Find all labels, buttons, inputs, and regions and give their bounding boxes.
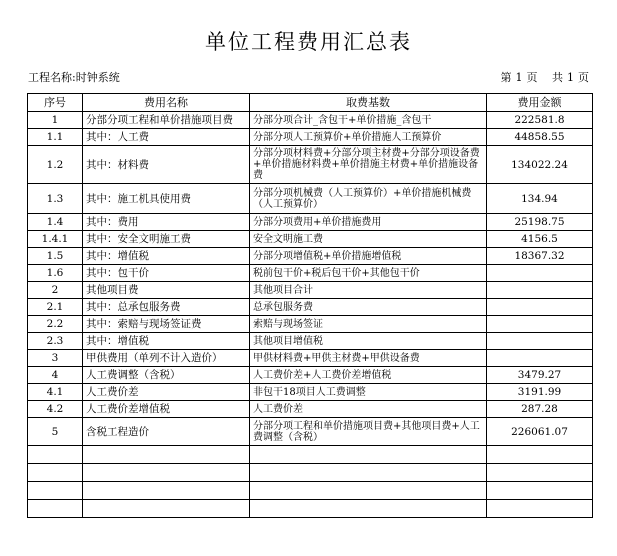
row-fee-name: 其中：总承包服务费: [83, 299, 250, 316]
row-fee-amount: 3479.27: [487, 367, 593, 384]
row-fee-basis: 分部分项材料费+分部分项主材费+分部分项设备费+单价措施材料费+单价措施主材费+单价措施设备费: [250, 146, 487, 184]
row-index: 5: [28, 418, 83, 446]
row-index: 4.2: [28, 401, 83, 418]
table-row: [28, 112, 593, 129]
row-index: [28, 500, 83, 518]
row-fee-amount: [487, 464, 593, 482]
row-fee-basis: 分部分项合计_含包干+单价措施_含包干: [250, 112, 487, 129]
row-fee-amount: 4156.5: [487, 231, 593, 248]
row-index: [28, 446, 83, 464]
row-fee-basis: 分部分项工程和单价措施项目费+其他项目费+人工费调整（含税）: [250, 418, 487, 446]
row-index: 1.3: [28, 184, 83, 214]
row-fee-name: [83, 464, 250, 482]
row-fee-name: 其中：费用: [83, 214, 250, 231]
row-fee-amount: [487, 350, 593, 367]
row-fee-amount: 287.28: [487, 401, 593, 418]
row-fee-amount: [487, 316, 593, 333]
page-label-4: 页: [578, 71, 589, 84]
row-fee-amount: [487, 299, 593, 316]
row-fee-name: 人工费调整（含税）: [83, 367, 250, 384]
header-index: 序号: [28, 94, 83, 112]
row-index: 1.6: [28, 265, 83, 282]
row-fee-amount: 44858.55: [487, 129, 593, 146]
row-fee-name: 人工费价差: [83, 384, 250, 401]
table-row: [28, 500, 593, 518]
row-fee-basis: 非包干18项目人工费调整: [250, 384, 487, 401]
page-label-2: 页: [526, 71, 538, 84]
row-fee-basis: 索赔与现场签证: [250, 316, 487, 333]
row-index: 1.5: [28, 248, 83, 265]
table-row: [28, 299, 593, 316]
row-index: 2.3: [28, 333, 83, 350]
row-fee-basis: 分部分项人工预算价+单价措施人工预算价: [250, 129, 487, 146]
row-index: 1: [28, 112, 83, 129]
row-fee-amount: [487, 446, 593, 464]
row-fee-basis: [250, 500, 487, 518]
table-row: [28, 231, 593, 248]
row-fee-name: 其中：安全文明施工费: [83, 231, 250, 248]
row-fee-amount: [487, 482, 593, 500]
row-fee-name: 其中：增值税: [83, 248, 250, 265]
page-title: 单位工程费用汇总表: [205, 30, 412, 54]
table-row: [28, 418, 593, 446]
page-label-3: 共: [552, 71, 563, 84]
header-fee-amount: 费用金额: [487, 94, 593, 112]
row-fee-basis: [250, 482, 487, 500]
page-info: [497, 69, 590, 85]
table-row: [28, 282, 593, 299]
row-fee-basis: 分部分项费用+单价措施费用: [250, 214, 487, 231]
table-header-row: [28, 94, 593, 112]
table-row: [28, 333, 593, 350]
row-fee-name: 含税工程造价: [83, 418, 250, 446]
row-fee-amount: [487, 333, 593, 350]
row-fee-name: 其中：材料费: [83, 146, 250, 184]
row-fee-basis: 人工费价差+人工费价差增值税: [250, 367, 487, 384]
row-fee-amount: [487, 265, 593, 282]
row-fee-basis: 分部分项机械费（人工预算价）+单价措施机械费（人工预算价）: [250, 184, 487, 214]
row-fee-name: [83, 500, 250, 518]
row-fee-basis: 分部分项增值税+单价措施增值税: [250, 248, 487, 265]
row-fee-amount: 134.94: [487, 184, 593, 214]
row-index: 2.2: [28, 316, 83, 333]
row-index: 3: [28, 350, 83, 367]
row-index: [28, 464, 83, 482]
table-row: [28, 146, 593, 184]
row-fee-basis: [250, 446, 487, 464]
table-row: [28, 214, 593, 231]
row-index: 2.1: [28, 299, 83, 316]
row-fee-name: 甲供费用（单列不计入造价）: [83, 350, 250, 367]
row-fee-amount: [487, 282, 593, 299]
row-fee-name: 人工费价差增值税: [83, 401, 250, 418]
row-index: 2: [28, 282, 83, 299]
row-fee-basis: 税前包干价+税后包干价+其他包干价: [250, 265, 487, 282]
page-number: 1: [515, 71, 523, 84]
table-row: [28, 316, 593, 333]
row-index: 1.2: [28, 146, 83, 184]
header-fee-name: 费用名称: [83, 94, 250, 112]
row-fee-basis: [250, 464, 487, 482]
row-fee-name: 其中：施工机具使用费: [83, 184, 250, 214]
row-fee-amount: 3191.99: [487, 384, 593, 401]
project-name: 工程名称:时钟系统: [28, 71, 120, 84]
row-fee-basis: 其他项目增值税: [250, 333, 487, 350]
table-row: [28, 384, 593, 401]
row-fee-basis: 人工费价差: [250, 401, 487, 418]
row-fee-name: 其他项目费: [83, 282, 250, 299]
row-index: 1.1: [28, 129, 83, 146]
row-fee-name: 其中：人工费: [83, 129, 250, 146]
row-fee-amount: 222581.8: [487, 112, 593, 129]
table-row: [28, 446, 593, 464]
table-row: [28, 248, 593, 265]
page-total: 1: [567, 71, 574, 84]
row-fee-basis: 其他项目合计: [250, 282, 487, 299]
row-fee-name: [83, 482, 250, 500]
row-fee-amount: 18367.32: [487, 248, 593, 265]
page-label-1: 第: [500, 71, 512, 84]
table-row: [28, 367, 593, 384]
row-index: 1.4: [28, 214, 83, 231]
row-index: 4: [28, 367, 83, 384]
row-fee-name: 其中：索赔与现场签证费: [83, 316, 250, 333]
row-fee-amount: 134022.24: [487, 146, 593, 184]
row-fee-basis: 安全文明施工费: [250, 231, 487, 248]
table-row: [28, 129, 593, 146]
row-index: 4.1: [28, 384, 83, 401]
row-fee-amount: [487, 500, 593, 518]
table-row: [28, 184, 593, 214]
row-fee-name: [83, 446, 250, 464]
row-index: 1.4.1: [28, 231, 83, 248]
table-row: [28, 350, 593, 367]
table-row: [28, 464, 593, 482]
fee-summary-table: [27, 93, 593, 518]
row-fee-name: 其中：增值税: [83, 333, 250, 350]
table-row: [28, 482, 593, 500]
row-fee-name: 其中：包干价: [83, 265, 250, 282]
row-index: [28, 482, 83, 500]
row-fee-amount: 25198.75: [487, 214, 593, 231]
row-fee-basis: 甲供材料费+甲供主材费+甲供设备费: [250, 350, 487, 367]
table-row: [28, 265, 593, 282]
row-fee-basis: 总承包服务费: [250, 299, 487, 316]
header-fee-basis: 取费基数: [250, 94, 487, 112]
row-fee-amount: 226061.07: [487, 418, 593, 446]
row-fee-name: 分部分项工程和单价措施项目费: [83, 112, 250, 129]
table-row: [28, 401, 593, 418]
